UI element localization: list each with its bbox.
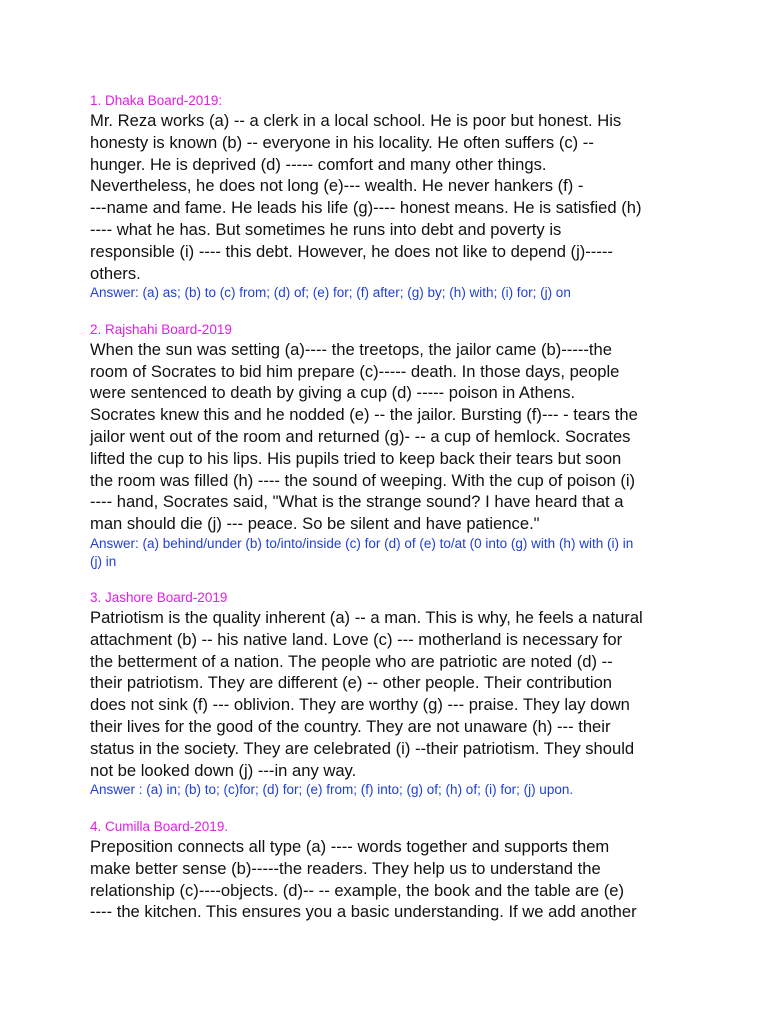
passage-line: room of Socrates to bid him prepare (c)----- death. In those days, people	[90, 361, 620, 381]
passage-line: their lives for the good of the country. They are not unaware (h) --- their	[90, 717, 611, 737]
answer-line: Answer: (a) as; (b) to (c) from; (d) of; (e) for; (f) after; (g) by; (h) with; (i) for; (j) on	[90, 285, 571, 301]
section-heading: 3. Jashore Board-2019	[90, 590, 228, 606]
passage-text	[90, 836, 690, 923]
passage-line: attachment (b) -- his native land. Love (c) --- motherland is necessary for	[90, 629, 623, 649]
passage-line: Mr. Reza works (a) -- a clerk in a local school. He is poor but honest. His	[90, 111, 622, 130]
answer-line: (j) in	[90, 553, 117, 569]
exercise-section	[90, 321, 690, 570]
passage-line: ---- hand, Socrates said, "What is the strange sound? I have heard that a	[90, 492, 624, 512]
passage-line: When the sun was setting (a)---- the treetops, the jailor came (b)-----the	[90, 339, 612, 359]
passage-line: status in the society. They are celebrated (i) --their patriotism. They should	[90, 738, 635, 758]
document-page	[90, 92, 690, 942]
passage-line: lifted the cup to his lips. His pupils tried to keep back their tears but soon	[90, 448, 622, 468]
passage-line: hunger. He is deprived (d) ----- comfort and many other things.	[90, 154, 547, 174]
passage-line: ---- what he has. But sometimes he runs into debt and poverty is	[90, 219, 562, 239]
section-heading: 1. Dhaka Board-2019:	[90, 93, 223, 108]
passage-line: ---- the kitchen. This ensures you a basic understanding. If we add another	[90, 902, 637, 922]
passage-line: their patriotism. They are different (e) -- other people. Their contribution	[90, 673, 613, 693]
passage-line: responsible (i) ---- this debt. However, he does not like to depend (j)-----	[90, 241, 613, 261]
passage-line: Patriotism is the quality inherent (a) -- a man. This is why, he feels a natural	[90, 608, 643, 628]
passage-line: others.	[90, 263, 141, 283]
exercise-section	[90, 589, 690, 799]
passage-line: the room was filled (h) ---- the sound of weeping. With the cup of poison (i)	[90, 470, 636, 490]
passage-line: relationship (c)----objects. (d)-- -- example, the book and the table are (e)	[90, 880, 624, 900]
passage-line: ---name and fame. He leads his life (g)---- honest means. He is satisfied (h)	[90, 198, 642, 218]
passage-line: make better sense (b)-----the readers. They help us to understand the	[90, 858, 601, 878]
answer-key	[90, 284, 690, 302]
passage-line: Preposition connects all type (a) ---- words together and supports them	[90, 836, 610, 856]
section-heading: 4. Cumilla Board-2019.	[90, 818, 229, 834]
passage-line: the betterment of a nation. The people who are patriotic are noted (d) --	[90, 651, 613, 671]
passage-line: were sentenced to death by giving a cup (d) ----- poison in Athens.	[90, 383, 576, 403]
passage-text	[90, 110, 690, 284]
section-heading: 2. Rajshahi Board-2019	[90, 321, 232, 337]
exercise-section	[90, 818, 690, 923]
passage-line: man should die (j) --- peace. So be silent and have patience."	[90, 514, 540, 534]
answer-line: Answer: (a) behind/under (b) to/into/inside (c) for (d) of (e) to/at (0 into (g) with (h) with (i) in	[90, 536, 634, 552]
passage-text	[90, 607, 690, 781]
exercise-section	[90, 92, 690, 302]
passage-line: honesty is known (b) -- everyone in his locality. He often suffers (c) --	[90, 132, 594, 152]
passage-line: Socrates knew this and he nodded (e) -- the jailor. Bursting (f)--- - tears the	[90, 405, 638, 425]
passage-line: does not sink (f) --- oblivion. They are worthy (g) --- praise. They lay down	[90, 695, 630, 715]
passage-text	[90, 339, 690, 535]
passage-line: not be looked down (j) ---in any way.	[90, 760, 357, 780]
answer-key	[90, 535, 690, 570]
answer-key	[90, 781, 690, 799]
answer-line: Answer : (a) in; (b) to; (c)for; (d) for; (e) from; (f) into; (g) of; (h) of; (i) for; (j) upon.	[90, 782, 574, 798]
passage-line: Nevertheless, he does not long (e)--- wealth. He never hankers (f) -	[90, 176, 584, 196]
passage-line: jailor went out of the room and returned (g)- -- a cup of hemlock. Socrates	[90, 427, 631, 447]
